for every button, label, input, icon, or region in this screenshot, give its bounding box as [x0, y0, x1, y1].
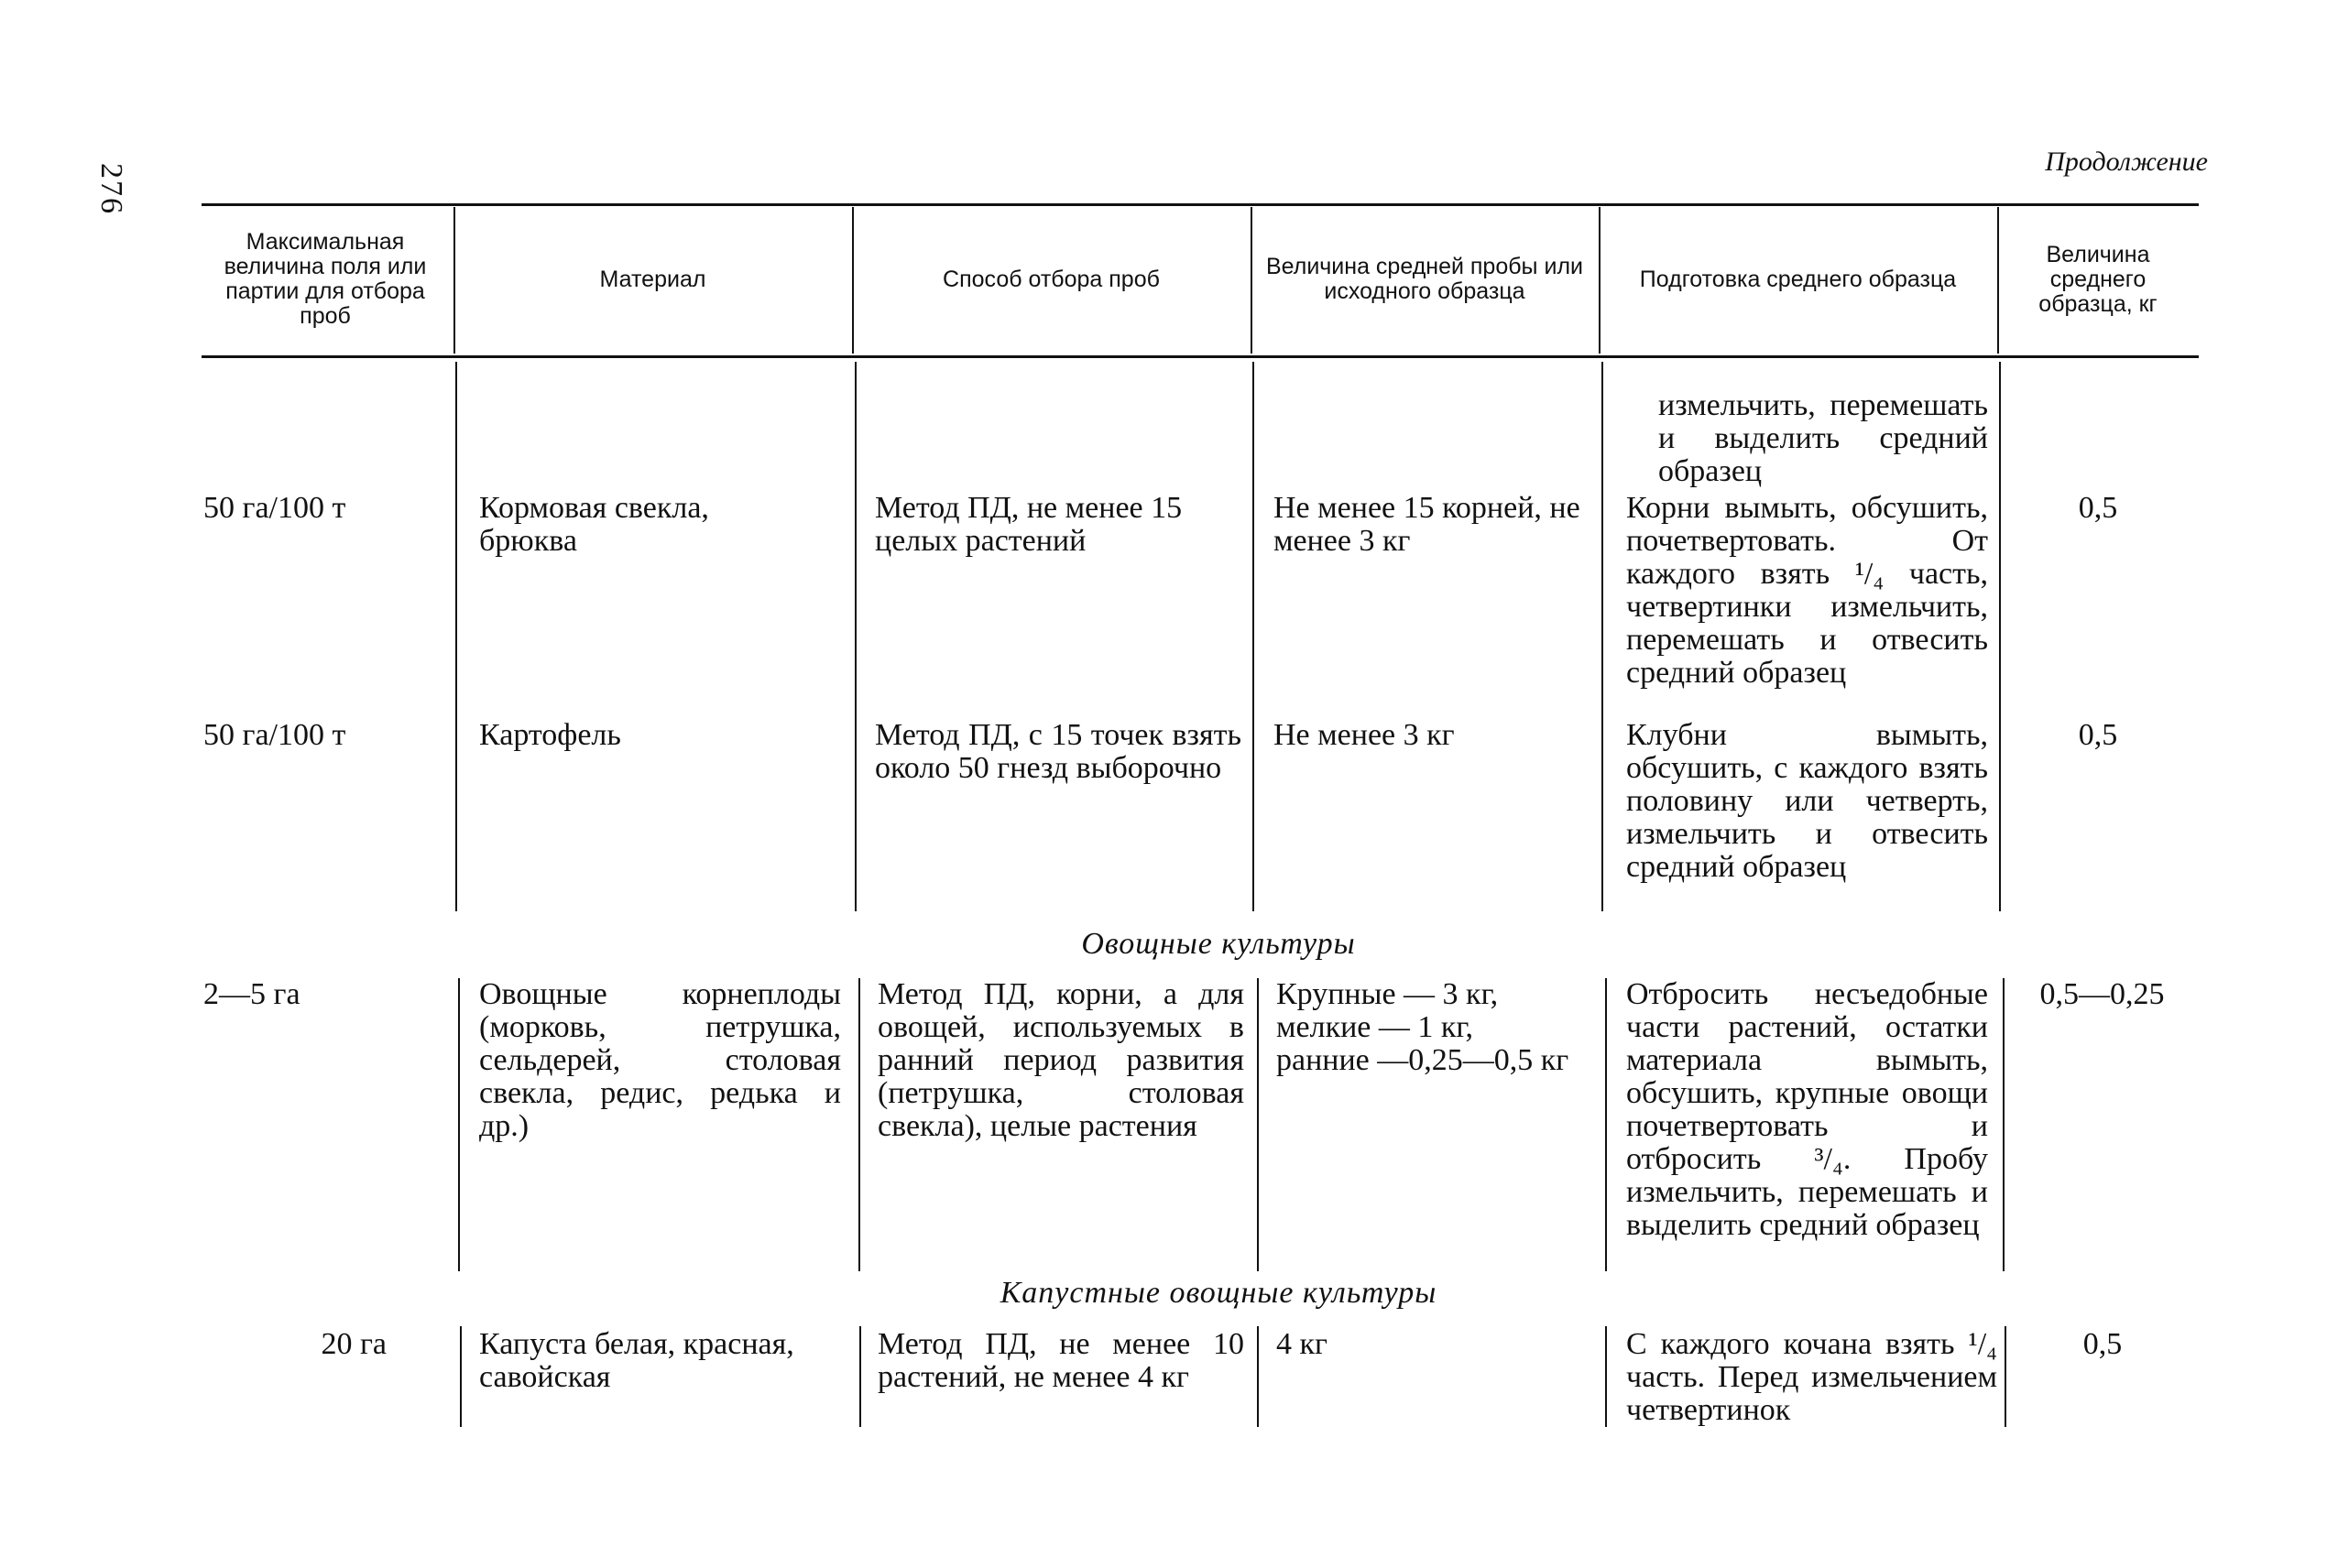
row-sample: Крупные — 3 кг, мелкие — 1 кг, ранние —0,25—0,5 кг	[1276, 977, 1569, 1077]
column-divider	[855, 362, 857, 911]
column-divider	[1605, 1326, 1607, 1427]
header-divider	[1997, 207, 1999, 354]
row-sample: Не менее 15 корней, не менее 3 кг	[1273, 491, 1580, 558]
header-divider	[1599, 207, 1600, 354]
header-preparation: Подготовка среднего образца	[1639, 266, 1957, 292]
row-mass: 0,5	[2082, 1327, 2123, 1361]
row-method: Метод ПД, не менее 15 целых растений	[875, 491, 1183, 558]
header-max-size: Максимальная величина поля или партии для отбора проб	[224, 229, 427, 329]
column-divider	[858, 978, 860, 1271]
row-method: Метод ПД, с 15 точек взять около 50 гнезд выборочно	[875, 718, 1241, 785]
page-number: 276	[94, 163, 128, 215]
column-divider	[455, 362, 457, 911]
row-material: Картофель	[479, 718, 621, 752]
header-sample: Величина средней пробы или исходного образца	[1265, 254, 1583, 304]
row-mass: 0,5	[2078, 718, 2118, 752]
row-mass: 0,5—0,25	[2039, 977, 2165, 1011]
header-method: Способ отбора проб	[943, 266, 1160, 292]
row-size: 20 га	[321, 1327, 387, 1361]
header-divider	[852, 207, 854, 354]
column-divider	[1252, 362, 1254, 911]
row-material: Капуста белая, красная, савойская	[479, 1327, 794, 1394]
column-divider	[2005, 1326, 2006, 1427]
row-sample: 4 кг	[1276, 1327, 1327, 1361]
header-mass: Величина среднего образца, кг	[2038, 241, 2158, 317]
column-divider	[1999, 362, 2001, 911]
column-divider	[859, 1326, 861, 1427]
row-method: Метод ПД, корни, а для овощей, используемых в ранний период развития (петрушка, столовая свекла), целые растения	[878, 977, 1244, 1143]
row-preparation: Корни вымыть, обсушить, почетвертовать. От каждого взять ¹/₄ часть, четвертинки измельчить, перемешать и отвесить средний образец	[1626, 491, 1988, 690]
header-divider	[1251, 207, 1252, 354]
row-size: 50 га/100 т	[203, 491, 346, 525]
row-size: 2—5 га	[203, 977, 300, 1011]
row-method: Метод ПД, не менее 10 растений, не менее 4 кг	[878, 1327, 1244, 1394]
section-title: Капустные овощные культуры	[1000, 1276, 1437, 1310]
table-top-rule	[202, 203, 2199, 206]
row-preparation: Клубни вымыть, обсушить, с каждого взять половину или четверть, измельчить и отвесить средний образец	[1626, 718, 1988, 884]
header-divider	[453, 207, 455, 354]
header-bottom-rule	[202, 355, 2199, 358]
row-material: Овощные корнеплоды (морковь, петрушка, сельдерей, столовая свекла, редис, редька и др.)	[479, 977, 841, 1143]
continuation-label: Продолжение	[2045, 147, 2208, 177]
column-divider	[1257, 1326, 1259, 1427]
row-preparation: С каждого кочана взять ¹/₄ часть. Перед измельчением четвертинок	[1626, 1327, 1997, 1427]
column-divider	[1601, 362, 1603, 911]
section-title: Овощные культуры	[1081, 927, 1356, 961]
column-divider	[2003, 978, 2005, 1271]
row-sample: Не менее 3 кг	[1273, 718, 1455, 752]
header-material: Материал	[599, 266, 706, 292]
row-mass: 0,5	[2078, 491, 2118, 525]
row-material: Кормовая свекла, брюква	[479, 491, 709, 558]
column-divider	[460, 1326, 462, 1427]
row-size: 50 га/100 т	[203, 718, 346, 752]
column-divider	[458, 978, 460, 1271]
carryover-preparation: измельчить, перемешать и выделить средний образец	[1658, 388, 1988, 488]
column-divider	[1257, 978, 1259, 1271]
row-preparation: Отбросить несъедобные части растений, остатки материала вымыть, обсушить, крупные овощи почетвертовать и отбросить ³/₄. Пробу измельчить, перемешать и выделить средний образец	[1626, 977, 1988, 1242]
